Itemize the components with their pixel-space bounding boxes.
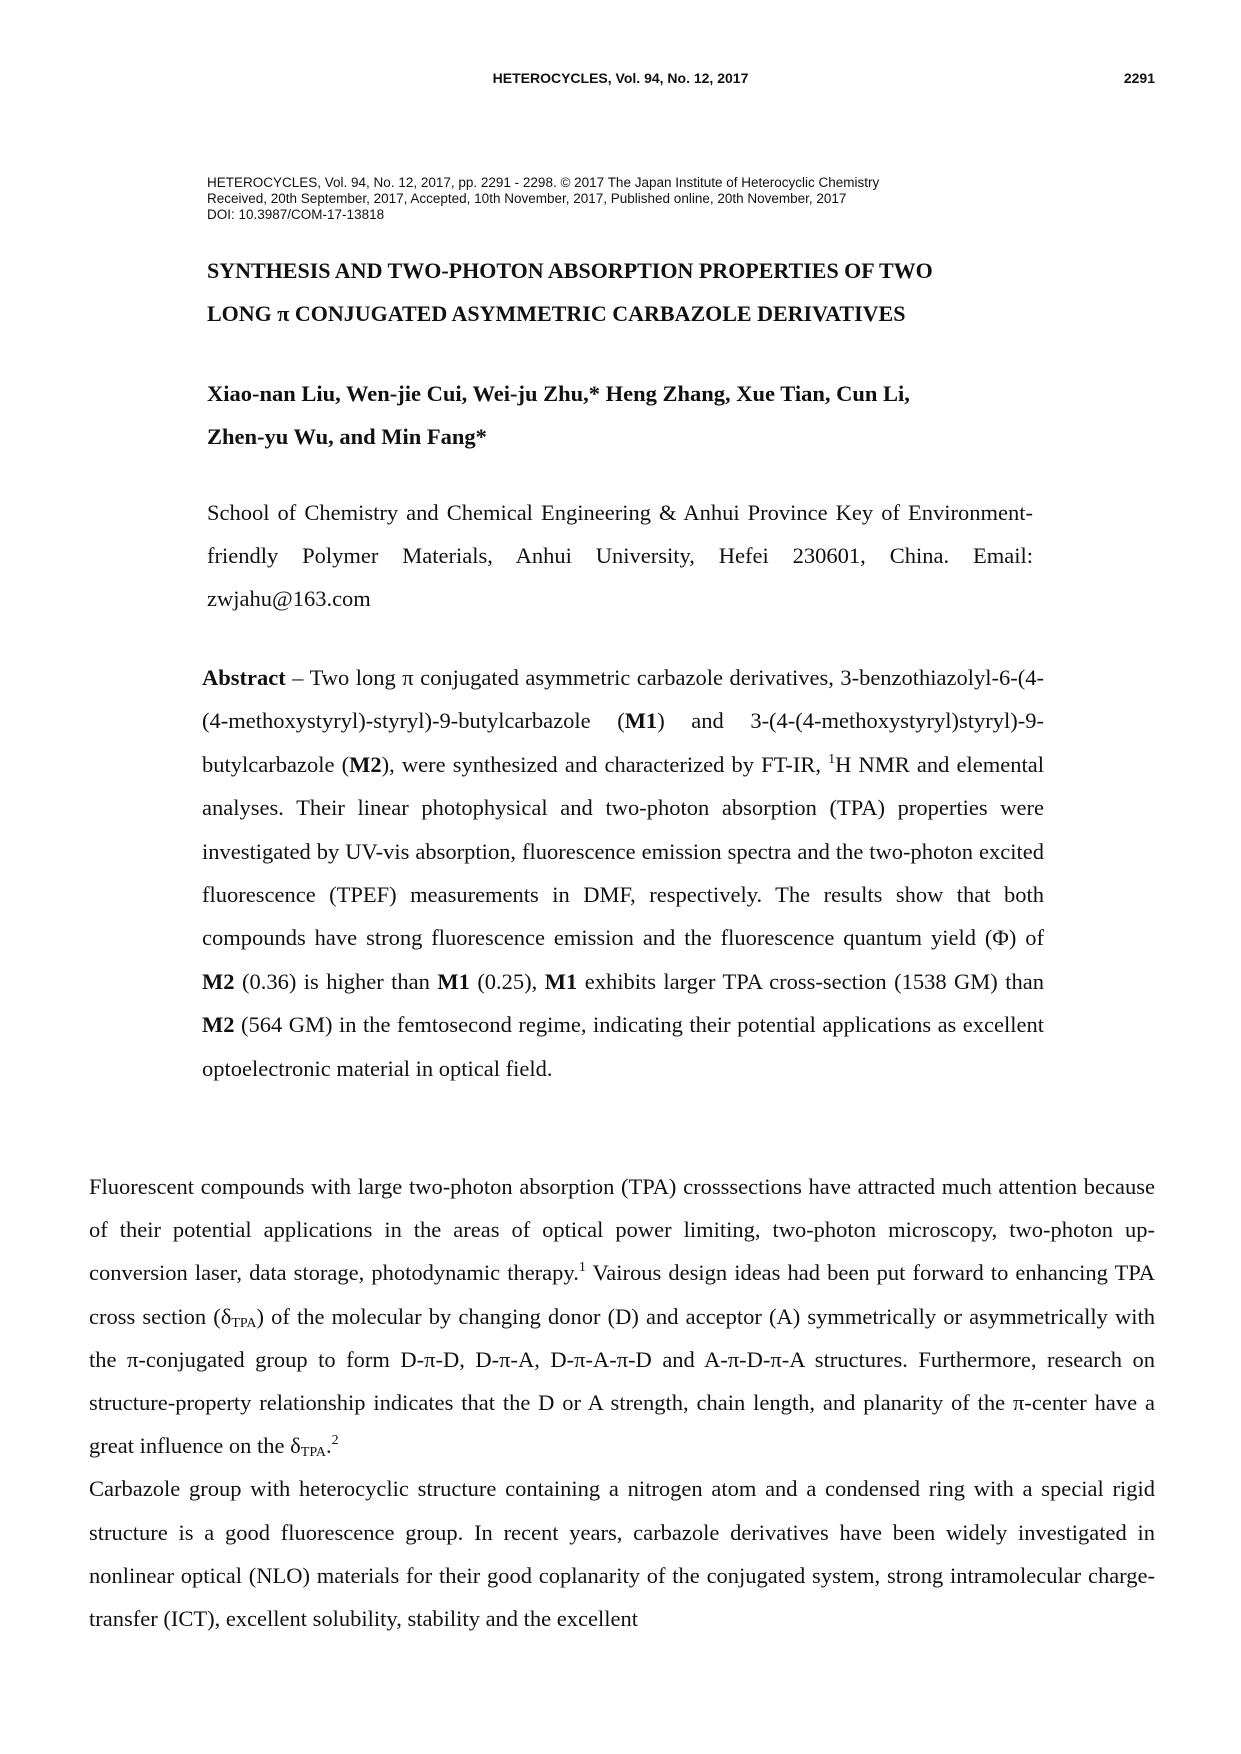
body-text: ) of the molecular by changing donor (D) and acceptor (A) symmetrically or asymmetrically with the π-conjugated group to form D-π-D, D-π-A, D-π-A-π-D and A-π-D-π-A structures. Furthermore, research on structure-property relationship indicates that the D or A strength, chain length, and planarity of the π-center have a great influence on the δ [89, 1303, 1155, 1459]
abstract-text: (564 GM) in the femtosecond regime, indicating their potential applications as excellent optoelectronic material in optical field. [202, 1012, 1044, 1081]
abstract-text: (0.36) is higher than [234, 968, 438, 994]
subscript: TPA [231, 1315, 257, 1331]
affiliation: School of Chemistry and Chemical Engineering & Anhui Province Key of Environment-friendly Polymer Materials, Anhui University, Hefei 230601, China. Email: zwjahu@163.com [207, 500, 1033, 611]
citation-line: HETEROCYCLES, Vol. 94, No. 12, 2017, pp. 2291 - 2298. © 2017 The Japan Institute of Heterocyclic Chemistry [207, 175, 880, 190]
authors-line-2: Zhen-yu Wu, and Min Fang* [207, 424, 487, 449]
journal-header: HETEROCYCLES, Vol. 94, No. 12, 2017 [492, 70, 749, 86]
subscript: TPA [300, 1445, 326, 1461]
page-number: 2291 [1123, 70, 1155, 86]
abstract-text: exhibits larger TPA cross-section (1538 GM) than [577, 968, 1044, 994]
body-text: . [325, 1433, 332, 1459]
compound-m2: M2 [202, 968, 235, 994]
body-text: Fluorescent compounds with large two-photon absorption (TPA) crosssections have attracted much attention because of their potential applications in the areas of optical power limiting, two-photon microscopy, two-photon up-conversion laser, data storage, photodynamic therapy. [89, 1174, 1155, 1286]
superscript: 1 [828, 751, 836, 767]
compound-m2: M2 [202, 1012, 235, 1038]
abstract-label: Abstract [202, 665, 286, 690]
compound-m2: M2 [349, 751, 382, 777]
abstract-text: ) and 3-(4-(4-methoxystyryl)styryl)-9-butylcarbazole ( [202, 708, 1044, 777]
body-paragraph [89, 1165, 1155, 1640]
running-header [0, 70, 1241, 94]
abstract-text: (0.25), [469, 968, 545, 994]
reference-marker: 1 [578, 1260, 586, 1276]
abstract-text: H NMR and elemental analyses. Their linear photophysical and two-photon absorption (TPA) properties were investigated by UV-vis absorption, fluorescence emission spectra and the two-photon excited fluorescence (TPEF) measurements in DMF, respectively. The results show that both compounds have strong fluorescence emission and the fluorescence quantum yield (Φ) of [202, 751, 1045, 951]
compound-m1: M1 [544, 968, 578, 994]
abstract [202, 656, 1044, 1090]
doi-line: DOI: 10.3987/COM-17-13818 [207, 207, 385, 222]
authors-line-1: Xiao-nan Liu, Wen-jie Cui, Wei-ju Zhu,* Heng Zhang, Xue Tian, Cun Li, [207, 381, 910, 406]
author-list [207, 372, 1047, 458]
reference-marker: 2 [331, 1433, 339, 1449]
publication-info [207, 175, 1067, 223]
title-line-2: LONG π CONJUGATED ASYMMETRIC CARBAZOLE DERIVATIVES [207, 301, 906, 326]
title-line-1: SYNTHESIS AND TWO-PHOTON ABSORPTION PROPERTIES OF TWO [207, 258, 933, 283]
body-text: Carbazole group with heterocyclic structure containing a nitrogen atom and a condensed ring with a special rigid structure is a good fluorescence group. In recent years, carbazole derivatives have been widely investigated in nonlinear optical (NLO) materials for their good coplanarity of the conjugated system, strong intramolecular charge-transfer (ICT), excellent solubility, stability and the excellent [89, 1476, 1155, 1632]
abstract-text: ), were synthesized and characterized by FT-IR, [381, 751, 829, 777]
abstract-text: – Two long π conjugated asymmetric carbazole derivatives, 3-benzothiazolyl-6-(4-(4-methoxystyryl)-styryl)-9-butylcarbazole ( [202, 665, 1044, 734]
compound-m1: M1 [437, 968, 470, 994]
dates-line: Received, 20th September, 2017, Accepted, 10th November, 2017, Published online, 20th November, 2017 [207, 191, 847, 206]
compound-m1: M1 [624, 708, 658, 734]
paper-title [207, 249, 1087, 335]
body-text: Vairous design ideas had been put forward to enhancing TPA cross section (δ [89, 1260, 1155, 1329]
